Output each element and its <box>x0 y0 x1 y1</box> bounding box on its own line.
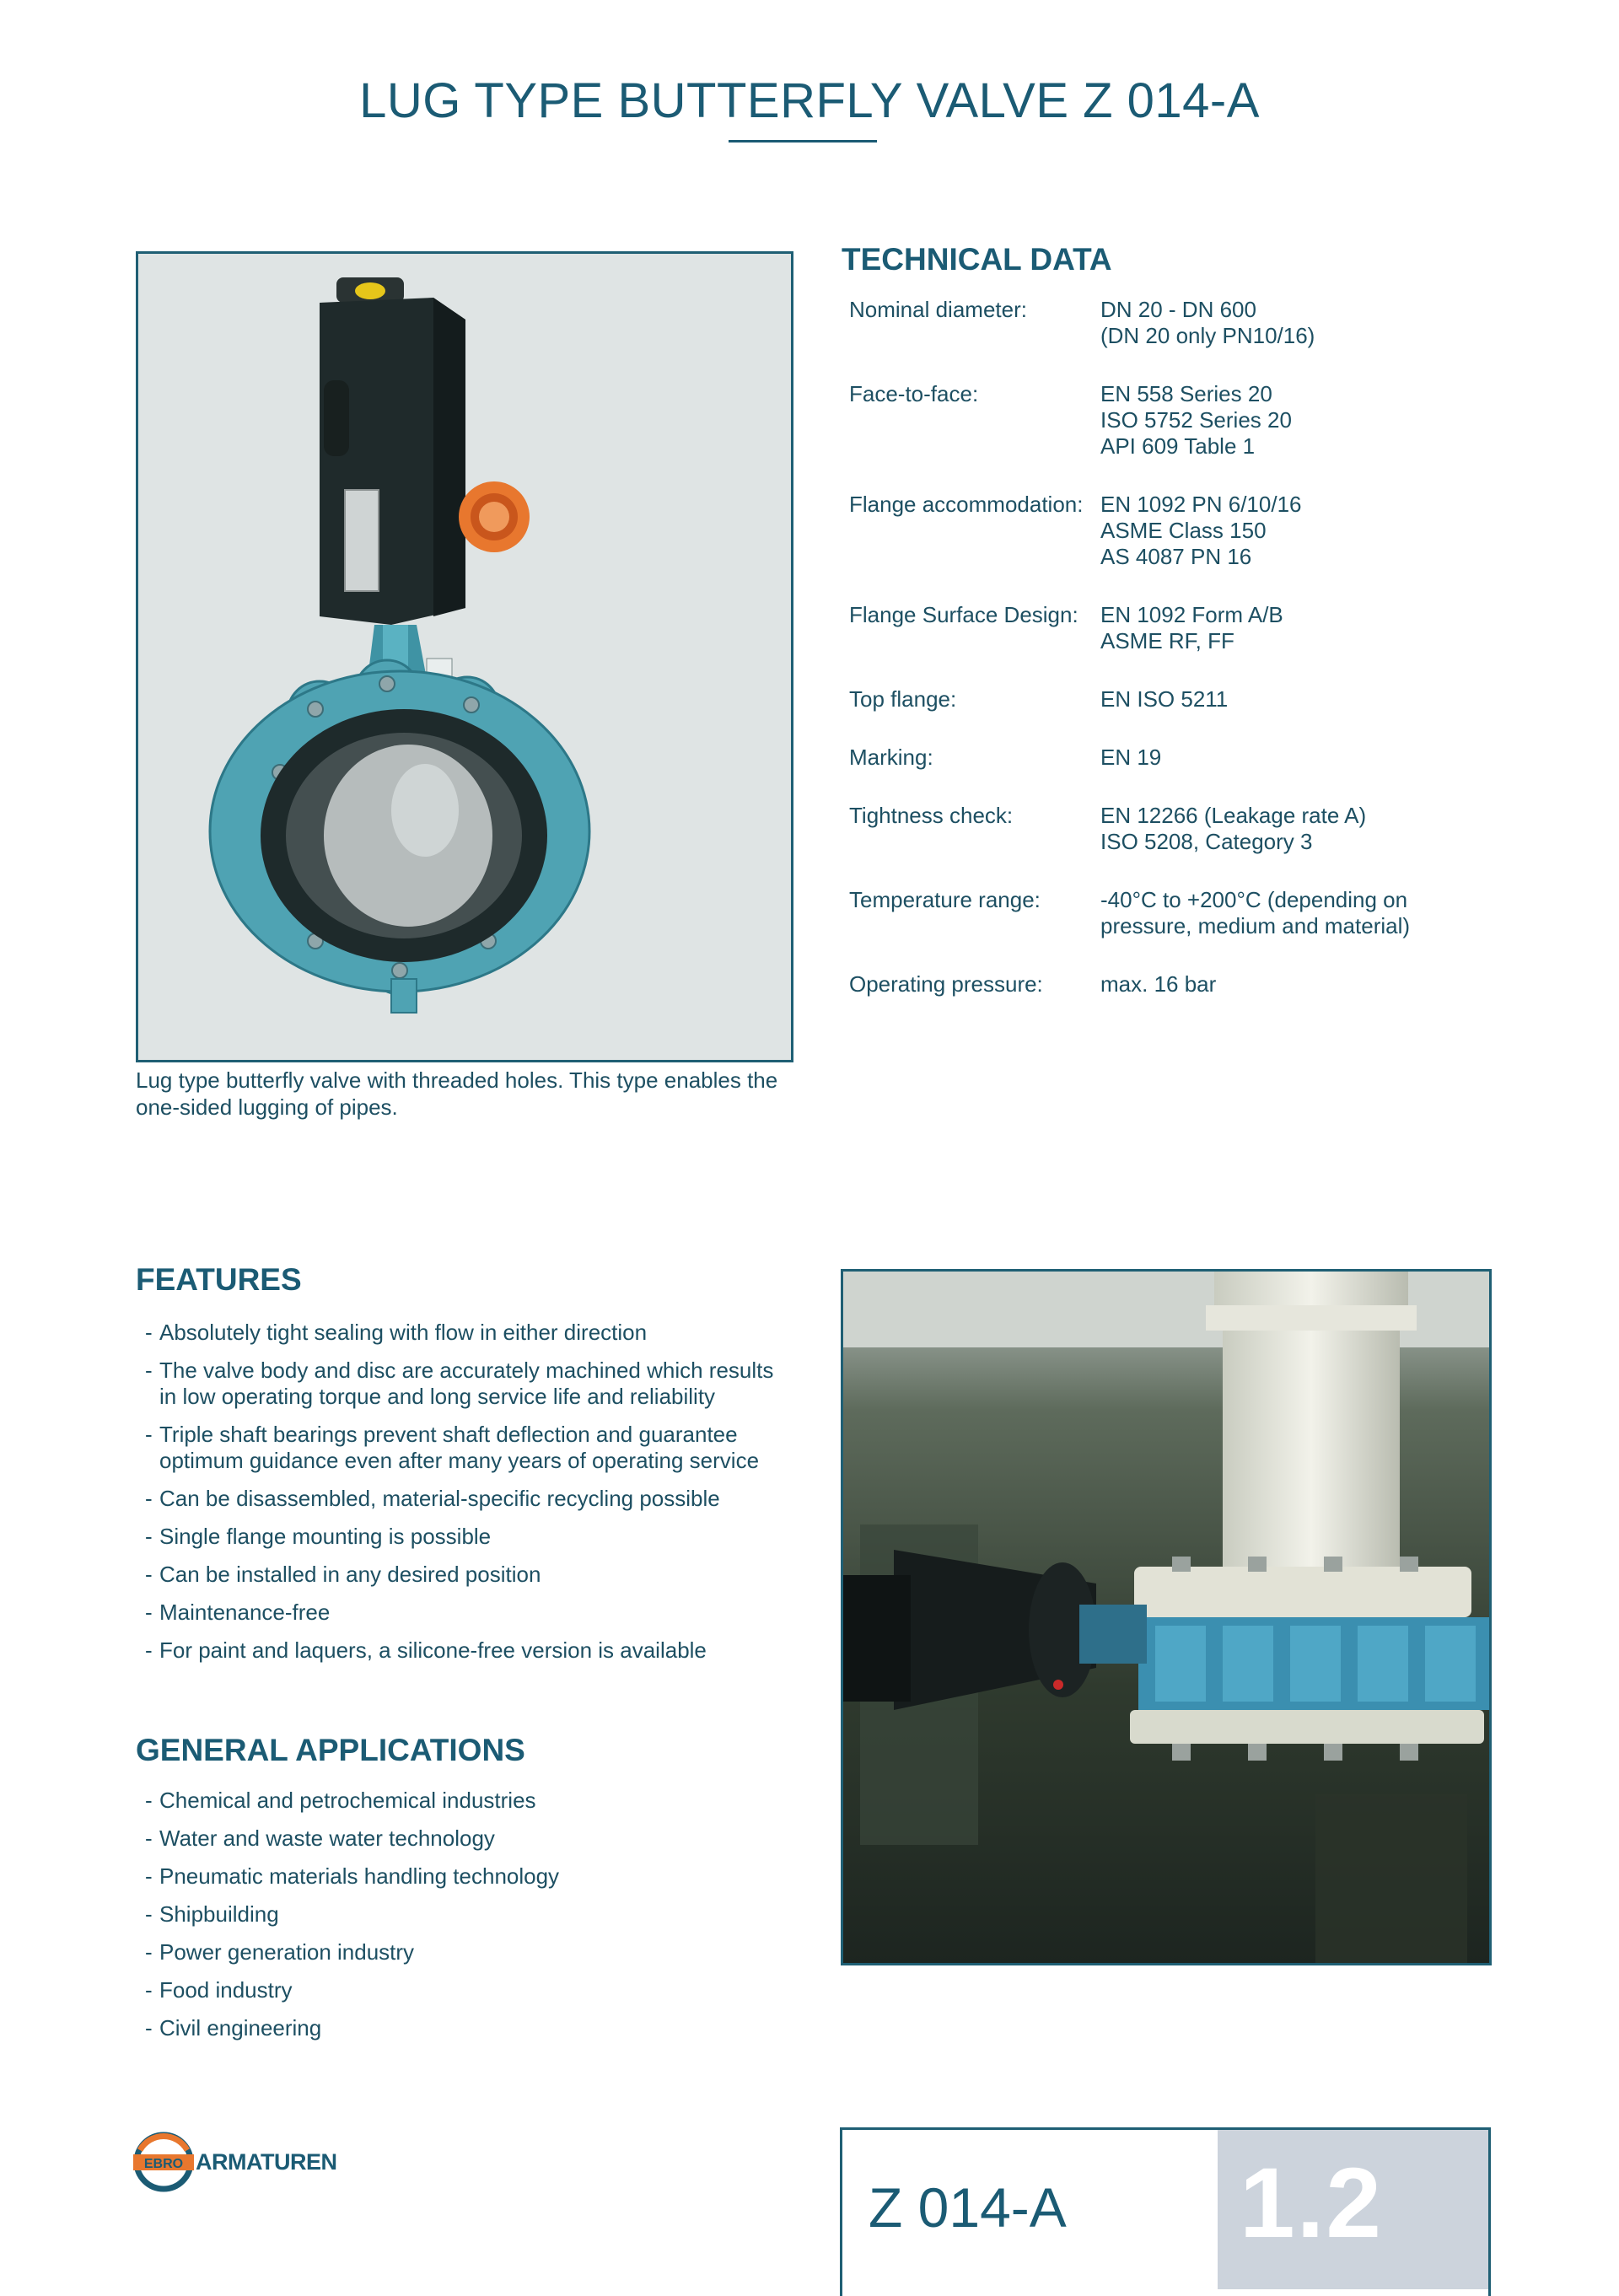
tech-value-line: (DN 20 only PN10/16) <box>1100 323 1315 348</box>
tech-value-line: EN 558 Series 20 <box>1100 381 1272 406</box>
tech-value <box>1100 686 1591 745</box>
tech-value <box>1100 297 1591 381</box>
title-underline <box>729 140 877 142</box>
technical-data-heading: TECHNICAL DATA <box>842 242 1112 277</box>
tech-row <box>849 745 1591 803</box>
application-item: - Chemical and petrochemical industries <box>145 1788 786 1814</box>
product-image <box>136 251 793 1062</box>
applications-list <box>145 1788 786 2053</box>
tech-label: Tightness check: <box>849 803 1014 828</box>
application-item: - Power generation industry <box>145 1939 786 1965</box>
application-item: - Food industry <box>145 1977 786 2003</box>
tech-value-line: max. 16 bar <box>1100 971 1217 997</box>
application-item: - Civil engineering <box>145 2015 786 2041</box>
application-item: - Shipbuilding <box>145 1901 786 1928</box>
tech-value <box>1100 887 1591 971</box>
logo-text: ARMATUREN <box>196 2148 337 2175</box>
tech-value-line: EN ISO 5211 <box>1100 686 1229 712</box>
application-item: - Water and waste water technology <box>145 1826 786 1852</box>
feature-item: - Can be disassembled, material-specific recycling possible <box>145 1486 786 1512</box>
tech-value-line: EN 1092 PN 6/10/16 <box>1100 492 1302 517</box>
technical-data-table <box>849 297 1591 1005</box>
tech-value <box>1100 602 1591 686</box>
tech-row <box>849 602 1591 686</box>
section-number: 1.2 <box>1240 2148 1384 2259</box>
tech-row <box>849 803 1591 887</box>
tech-row <box>849 297 1591 381</box>
tech-value-line: EN 1092 Form A/B <box>1100 602 1283 627</box>
tech-value-line: API 609 Table 1 <box>1100 433 1256 459</box>
features-heading: FEATURES <box>136 1262 302 1297</box>
tech-value-line: pressure, medium and material) <box>1100 913 1411 938</box>
tech-value <box>1100 745 1591 803</box>
feature-item: - Absolutely tight sealing with flow in either direction <box>145 1320 786 1346</box>
applications-heading: GENERAL APPLICATIONS <box>136 1733 525 1767</box>
page-title: LUG TYPE BUTTERFLY VALVE Z 014-A <box>359 73 1260 128</box>
feature-item: - Triple shaft bearings prevent shaft deflection and guarantee optimum guidance even after many years of operating service <box>145 1422 786 1474</box>
feature-item: - The valve body and disc are accurately machined which results in low operating torque and long service life and reliability <box>145 1358 786 1410</box>
tech-row <box>849 887 1591 971</box>
feature-item: - Maintenance-free <box>145 1600 786 1626</box>
tech-row <box>849 492 1591 602</box>
features-list <box>145 1320 786 1675</box>
product-caption: Lug type butterfly valve with threaded holes. This type enables the one-sided lugging of pipes. <box>136 1067 778 1120</box>
tech-value <box>1100 971 1591 1005</box>
tech-value-line: AS 4087 PN 16 <box>1100 544 1252 569</box>
tech-value-line: ASME Class 150 <box>1100 518 1267 543</box>
tech-value <box>1100 381 1591 492</box>
tech-label: Flange accommodation: <box>849 492 1084 517</box>
tech-row <box>849 381 1591 492</box>
tech-value <box>1100 803 1591 887</box>
ebro-logo <box>133 2132 336 2192</box>
tech-row <box>849 686 1591 745</box>
application-item: - Pneumatic materials handling technology <box>145 1863 786 1890</box>
butterfly-valve-illustration <box>138 254 791 1060</box>
tech-value-line: ISO 5208, Category 3 <box>1100 829 1313 854</box>
tech-label: Operating pressure: <box>849 971 1043 997</box>
logo-mark-text: EBRO <box>143 2157 184 2171</box>
tech-value-line: EN 19 <box>1100 745 1162 770</box>
installation-photo <box>841 1269 1492 1965</box>
tech-label: Flange Surface Design: <box>849 602 1078 627</box>
ebro-logo-mark <box>133 2132 194 2192</box>
tech-label: Nominal diameter: <box>849 297 1027 322</box>
tech-value-line: -40°C to +200°C (depending on <box>1100 887 1408 912</box>
installed-valve-photo <box>843 1272 1489 1963</box>
model-code: Z 014-A <box>869 2176 1067 2239</box>
tech-row <box>849 971 1591 1005</box>
feature-item: - Single flange mounting is possible <box>145 1524 786 1550</box>
tech-value-line: ASME RF, FF <box>1100 628 1234 653</box>
tech-value-line: ISO 5752 Series 20 <box>1100 407 1292 433</box>
feature-item: - Can be installed in any desired position <box>145 1562 786 1588</box>
feature-item: - For paint and laquers, a silicone-free version is available <box>145 1637 786 1664</box>
tech-value <box>1100 492 1591 602</box>
tech-label: Top flange: <box>849 686 957 712</box>
tech-value-line: DN 20 - DN 600 <box>1100 297 1256 322</box>
tech-label: Temperature range: <box>849 887 1041 912</box>
tech-label: Marking: <box>849 745 933 770</box>
tech-label: Face-to-face: <box>849 381 979 406</box>
tech-value-line: EN 12266 (Leakage rate A) <box>1100 803 1367 828</box>
